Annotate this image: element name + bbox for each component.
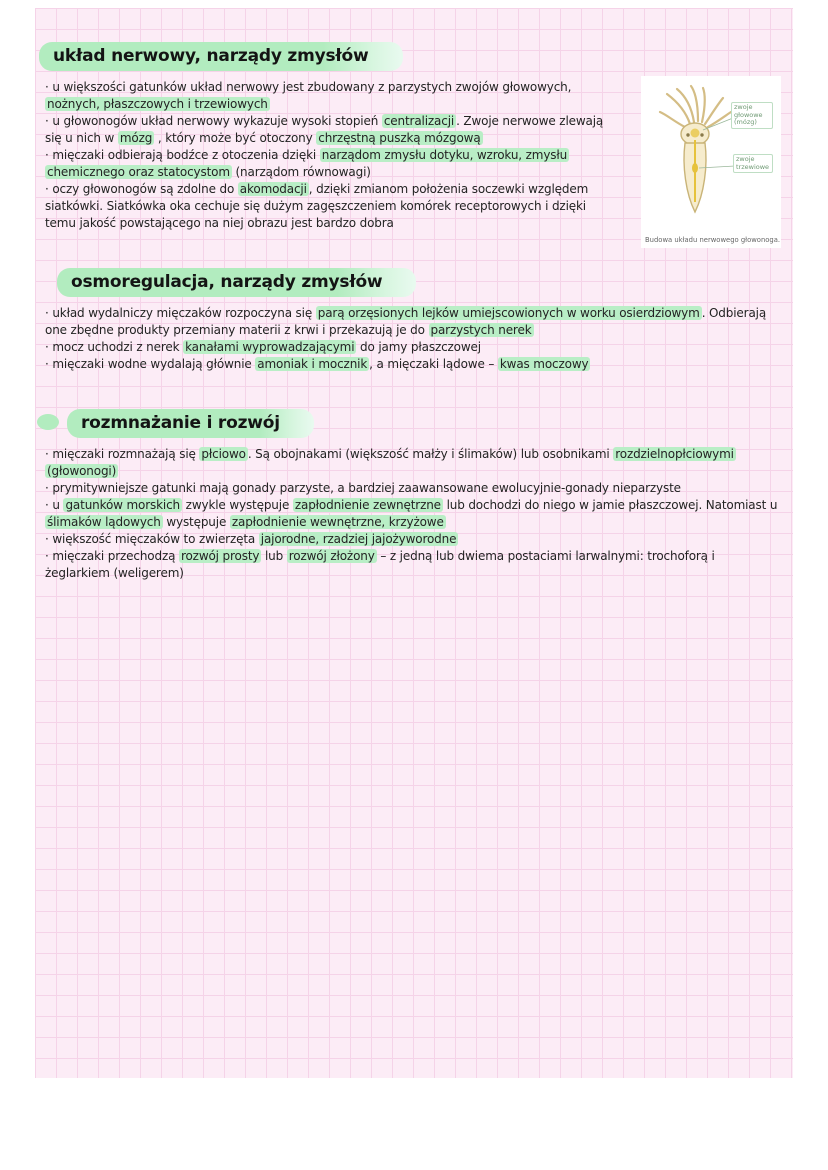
note-line [45,181,613,232]
tentacles-graphic [660,86,731,127]
plain-text: . Są obojnakami (większość małży i ślimaków) lub osobnikami [247,447,614,461]
highlighted-text: zapłodnienie zewnętrzne [294,498,441,512]
plain-text: mięczaki wodne wydalają głównie [52,357,256,371]
note-line [45,305,781,339]
plain-text: . Odbierają one zbędne produkty przemiany materii z krwi i przekazują je do [45,306,767,337]
plain-text: występuje [162,515,230,529]
plain-text: mięczaki przechodzą [52,549,179,563]
bullet-list [45,446,781,582]
plain-text: mocz uchodzi z nerek [52,340,184,354]
plain-text: zwykle występuje [182,498,293,512]
section-title: osmoregulacja, narządy zmysłów [71,272,383,292]
brain-graphic [691,129,700,138]
section-title: rozmnażanie i rozwój [81,413,280,433]
highlighted-text: rozwój prosty [180,549,260,563]
highlighted-text: płciowo [201,447,246,461]
highlighted-text: gatunków morskich [65,498,181,512]
note-line [45,480,781,497]
highlighted-text: kanałami wyprowadzającymi [185,340,355,354]
plain-text: u głowonogów układ nerwowy wykazuje wysoki stopień [52,114,382,128]
note-line [45,339,781,356]
section-header-highlight [67,409,314,438]
plain-text: prymitywniejsze gatunki mają gonady parzyste, a bardziej zaawansowane ewolucyjnie-gonady nieparzyste [52,481,681,495]
plain-text: , który może być otoczony [154,131,317,145]
highlighted-text: ślimaków lądowych [47,515,161,529]
note-line [45,79,613,113]
highlighted-text: kwas moczowy [499,357,589,371]
highlighted-text: zapłodnienie wewnętrzne, krzyżowe [231,515,444,529]
note-line [45,497,781,531]
note-section [45,268,781,373]
plain-text: , dzięki zmianom położenia soczewki względem siatkówki. Siatkówka oka cechuje się dużym zagęszczeniem komórek receptorowych i dzięki temu jakość powstającego na niej obrazu jest bardzo dobra [45,182,589,230]
highlighted-text: rozwój złożony [288,549,375,563]
right-eye-graphic [700,133,703,136]
cephalopod-figure [641,76,781,248]
plain-text: do jamy płaszczowej [356,340,481,354]
section-title: układ nerwowy, narządy zmysłów [53,46,369,66]
note-line [45,446,781,480]
highlighted-text: jajorodne, rzadziej jajożyworodne [260,532,457,546]
plain-text: mięczaki rozmnażają się [52,447,200,461]
figure-label-head-ganglia: zwoje głowowe (mózg) [731,102,773,129]
bullet-list [45,79,613,232]
note-section [45,409,781,582]
highlighted-text: centralizacji [383,114,455,128]
plain-text: . Zwoje nerwowe zlewają się u nich w [45,114,604,145]
highlighted-text: nożnych, płaszczowych i trzewiowych [47,97,268,111]
section-header-highlight [39,42,403,71]
note-line [45,147,613,181]
bullet-list [45,305,781,373]
plain-text: u większości gatunków układ nerwowy jest zbudowany z parzystych zwojów głowowych, [52,80,572,94]
plain-text: – z jedną lub dwiema postaciami larwalnymi: trochoforą i żeglarkiem (weligerem) [45,549,715,580]
plain-text: układ wydalniczy mięczaków rozpoczyna się [52,306,316,320]
highlighted-text: rozdzielnopłciowymi (głowonogi) [47,447,734,478]
note-line [45,113,613,147]
plain-text: (narządom równowagi) [231,165,371,179]
highlighted-text: chrzęstną puszką mózgową [318,131,481,145]
plain-text: u [52,498,64,512]
plain-text: lub [261,549,287,563]
figure-caption: Budowa układu nerwowego głowonoga. [645,236,781,244]
plain-text: , a mięczaki lądowe – [369,357,498,371]
left-eye-graphic [686,133,689,136]
figure-label-visceral-ganglia: zwoje trzewiowe [733,154,773,173]
note-line [45,548,781,582]
note-line [45,356,781,373]
plain-text: mięczaki odbierają bodźce z otoczenia dzięki [52,148,320,162]
highlighted-text: narządom zmysłu dotyku, wzroku, zmysłu chemicznego oraz statocystom [47,148,568,179]
highlighted-text: parzystych nerek [430,323,532,337]
visceral-ganglion-graphic [692,163,698,173]
notebook-page [35,8,793,1078]
plain-text: oczy głowonogów są zdolne do [52,182,238,196]
highlighted-text: parą orzęsionych lejków umiejscowionych w worku osierdziowym [317,306,700,320]
plain-text: lub dochodzi do niego w jamie płaszczowej. Natomiast u [442,498,778,512]
highlighted-text: mózg [119,131,153,145]
highlighted-text: amoniak i mocznik [257,357,368,371]
plain-text: większość mięczaków to zwierzęta [52,532,259,546]
highlighted-text: akomodacji [239,182,307,196]
section-header-highlight [57,268,416,297]
note-line [45,531,781,548]
